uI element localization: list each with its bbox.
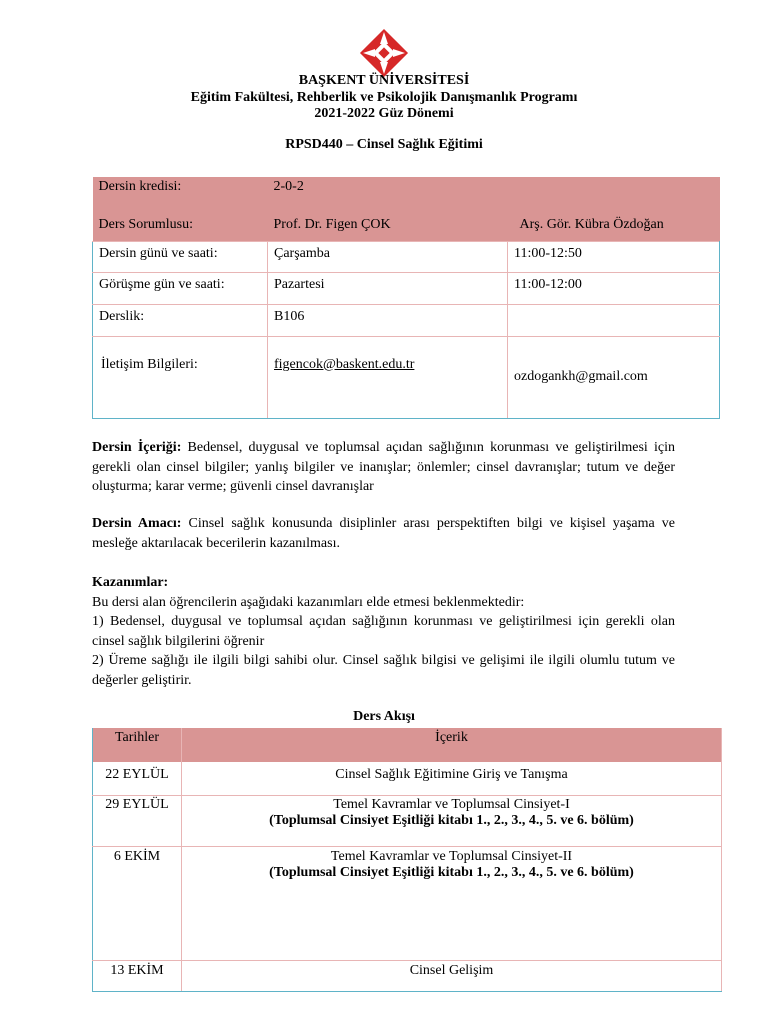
room-label: Derslik: [93, 304, 268, 336]
university-name: BAŞKENT ÜNİVERSİTESİ [298, 73, 470, 88]
meeting-time: 11:00-12:00 [508, 272, 720, 304]
row-topic: Temel Kavramlar ve Toplumsal Cinsiyet-I [333, 796, 570, 812]
row-reference: (Toplumsal Cinsiyet Eşitliği kitabı 1., 2., 3., 4., 5. ve 6. bölüm) [269, 812, 634, 828]
content-label: Dersin İçeriği: [92, 440, 182, 455]
term: 2021-2022 Güz Dönemi [314, 106, 454, 121]
table-row [93, 795, 722, 846]
row-date: 6 EKİM [93, 846, 182, 960]
contact-label: İletişim Bilgileri: [93, 336, 268, 418]
day-label: Dersin günü ve saati: [93, 241, 268, 272]
room-value: B106 [268, 304, 508, 336]
course-aim-paragraph [92, 514, 675, 553]
row-topic: Cinsel Sağlık Eğitimine Giriş ve Tanışma [182, 762, 722, 795]
course-info-table [92, 177, 720, 419]
credit-value: 2-0-2 [268, 177, 508, 209]
aim-label: Dersin Amacı: [92, 516, 182, 531]
course-flow-table [92, 728, 722, 992]
table-row [93, 846, 722, 960]
row-reference: (Toplumsal Cinsiyet Eşitliği kitabı 1., 2., 3., 4., 5. ve 6. bölüm) [269, 864, 634, 880]
outcomes-section [92, 573, 675, 690]
day-time: 11:00-12:50 [508, 241, 720, 272]
contact-email-2: ozdogankh@gmail.com [508, 336, 720, 418]
credit-label: Dersin kredisi: [93, 177, 268, 209]
outcome-2: 2) Üreme sağlığı ile ilgili bilgi sahibi olur. Cinsel sağlık bilgisi ve gelişimi ile ilgili olumlu tutum ve değerler geliştirir. [92, 653, 675, 688]
course-flow-title: Ders Akışı [353, 709, 415, 724]
table-row [93, 762, 722, 795]
row-topic: Cinsel Gelişim [182, 960, 722, 991]
responsible-label: Ders Sorumlusu: [93, 209, 268, 241]
dates-header: Tarihler [93, 728, 182, 762]
outcomes-label: Kazanımlar: [92, 575, 169, 590]
course-content-paragraph [92, 438, 675, 497]
faculty-name: Eğitim Fakültesi, Rehberlik ve Psikolojik Danışmanlık Programı [190, 90, 578, 105]
outcome-1: 1) Bedensel, duygusal ve toplumsal açıdan sağlığının korunması ve geliştirilmesi için gerekli olan cinsel sağlık bilgilerini öğrenir [92, 614, 675, 649]
aim-text: Cinsel sağlık konusunda disiplinler arası perspektiften bilgi ve kişisel yaşama ve mesleğe aktarılacak becerilerin kazanılması. [92, 516, 675, 551]
table-row [93, 960, 722, 991]
assistant-name: Arş. Gör. Kübra Özdoğan [508, 209, 720, 241]
day-value: Çarşamba [268, 241, 508, 272]
row-date: 13 EKİM [93, 960, 182, 991]
responsible-value: Prof. Dr. Figen ÇOK [268, 209, 508, 241]
contact-email-link[interactable]: figencok@baskent.edu.tr [274, 356, 415, 372]
university-logo [357, 26, 411, 80]
row-topic: Temel Kavramlar ve Toplumsal Cinsiyet-II [330, 848, 573, 864]
meeting-value: Pazartesi [268, 272, 508, 304]
course-title: RPSD440 – Cinsel Sağlık Eğitimi [285, 137, 483, 152]
row-date: 29 EYLÜL [93, 795, 182, 846]
content-header: İçerik [182, 728, 722, 762]
row-date: 22 EYLÜL [93, 762, 182, 795]
outcomes-intro: Bu dersi alan öğrencilerin aşağıdaki kazanımları elde etmesi beklenmektedir: [92, 594, 525, 610]
content-text: Bedensel, duygusal ve toplumsal açıdan sağlığının korunması ve geliştirilmesi için gerekli olan cinsel bilgiler; yanlış bilgiler ve inanışlar; önlemler; cinsel davranışlar; tutum ve değer oluşturma; karar verme; güvenli cinsel davranışlar [92, 440, 675, 494]
meeting-label: Görüşme gün ve saati: [93, 272, 268, 304]
